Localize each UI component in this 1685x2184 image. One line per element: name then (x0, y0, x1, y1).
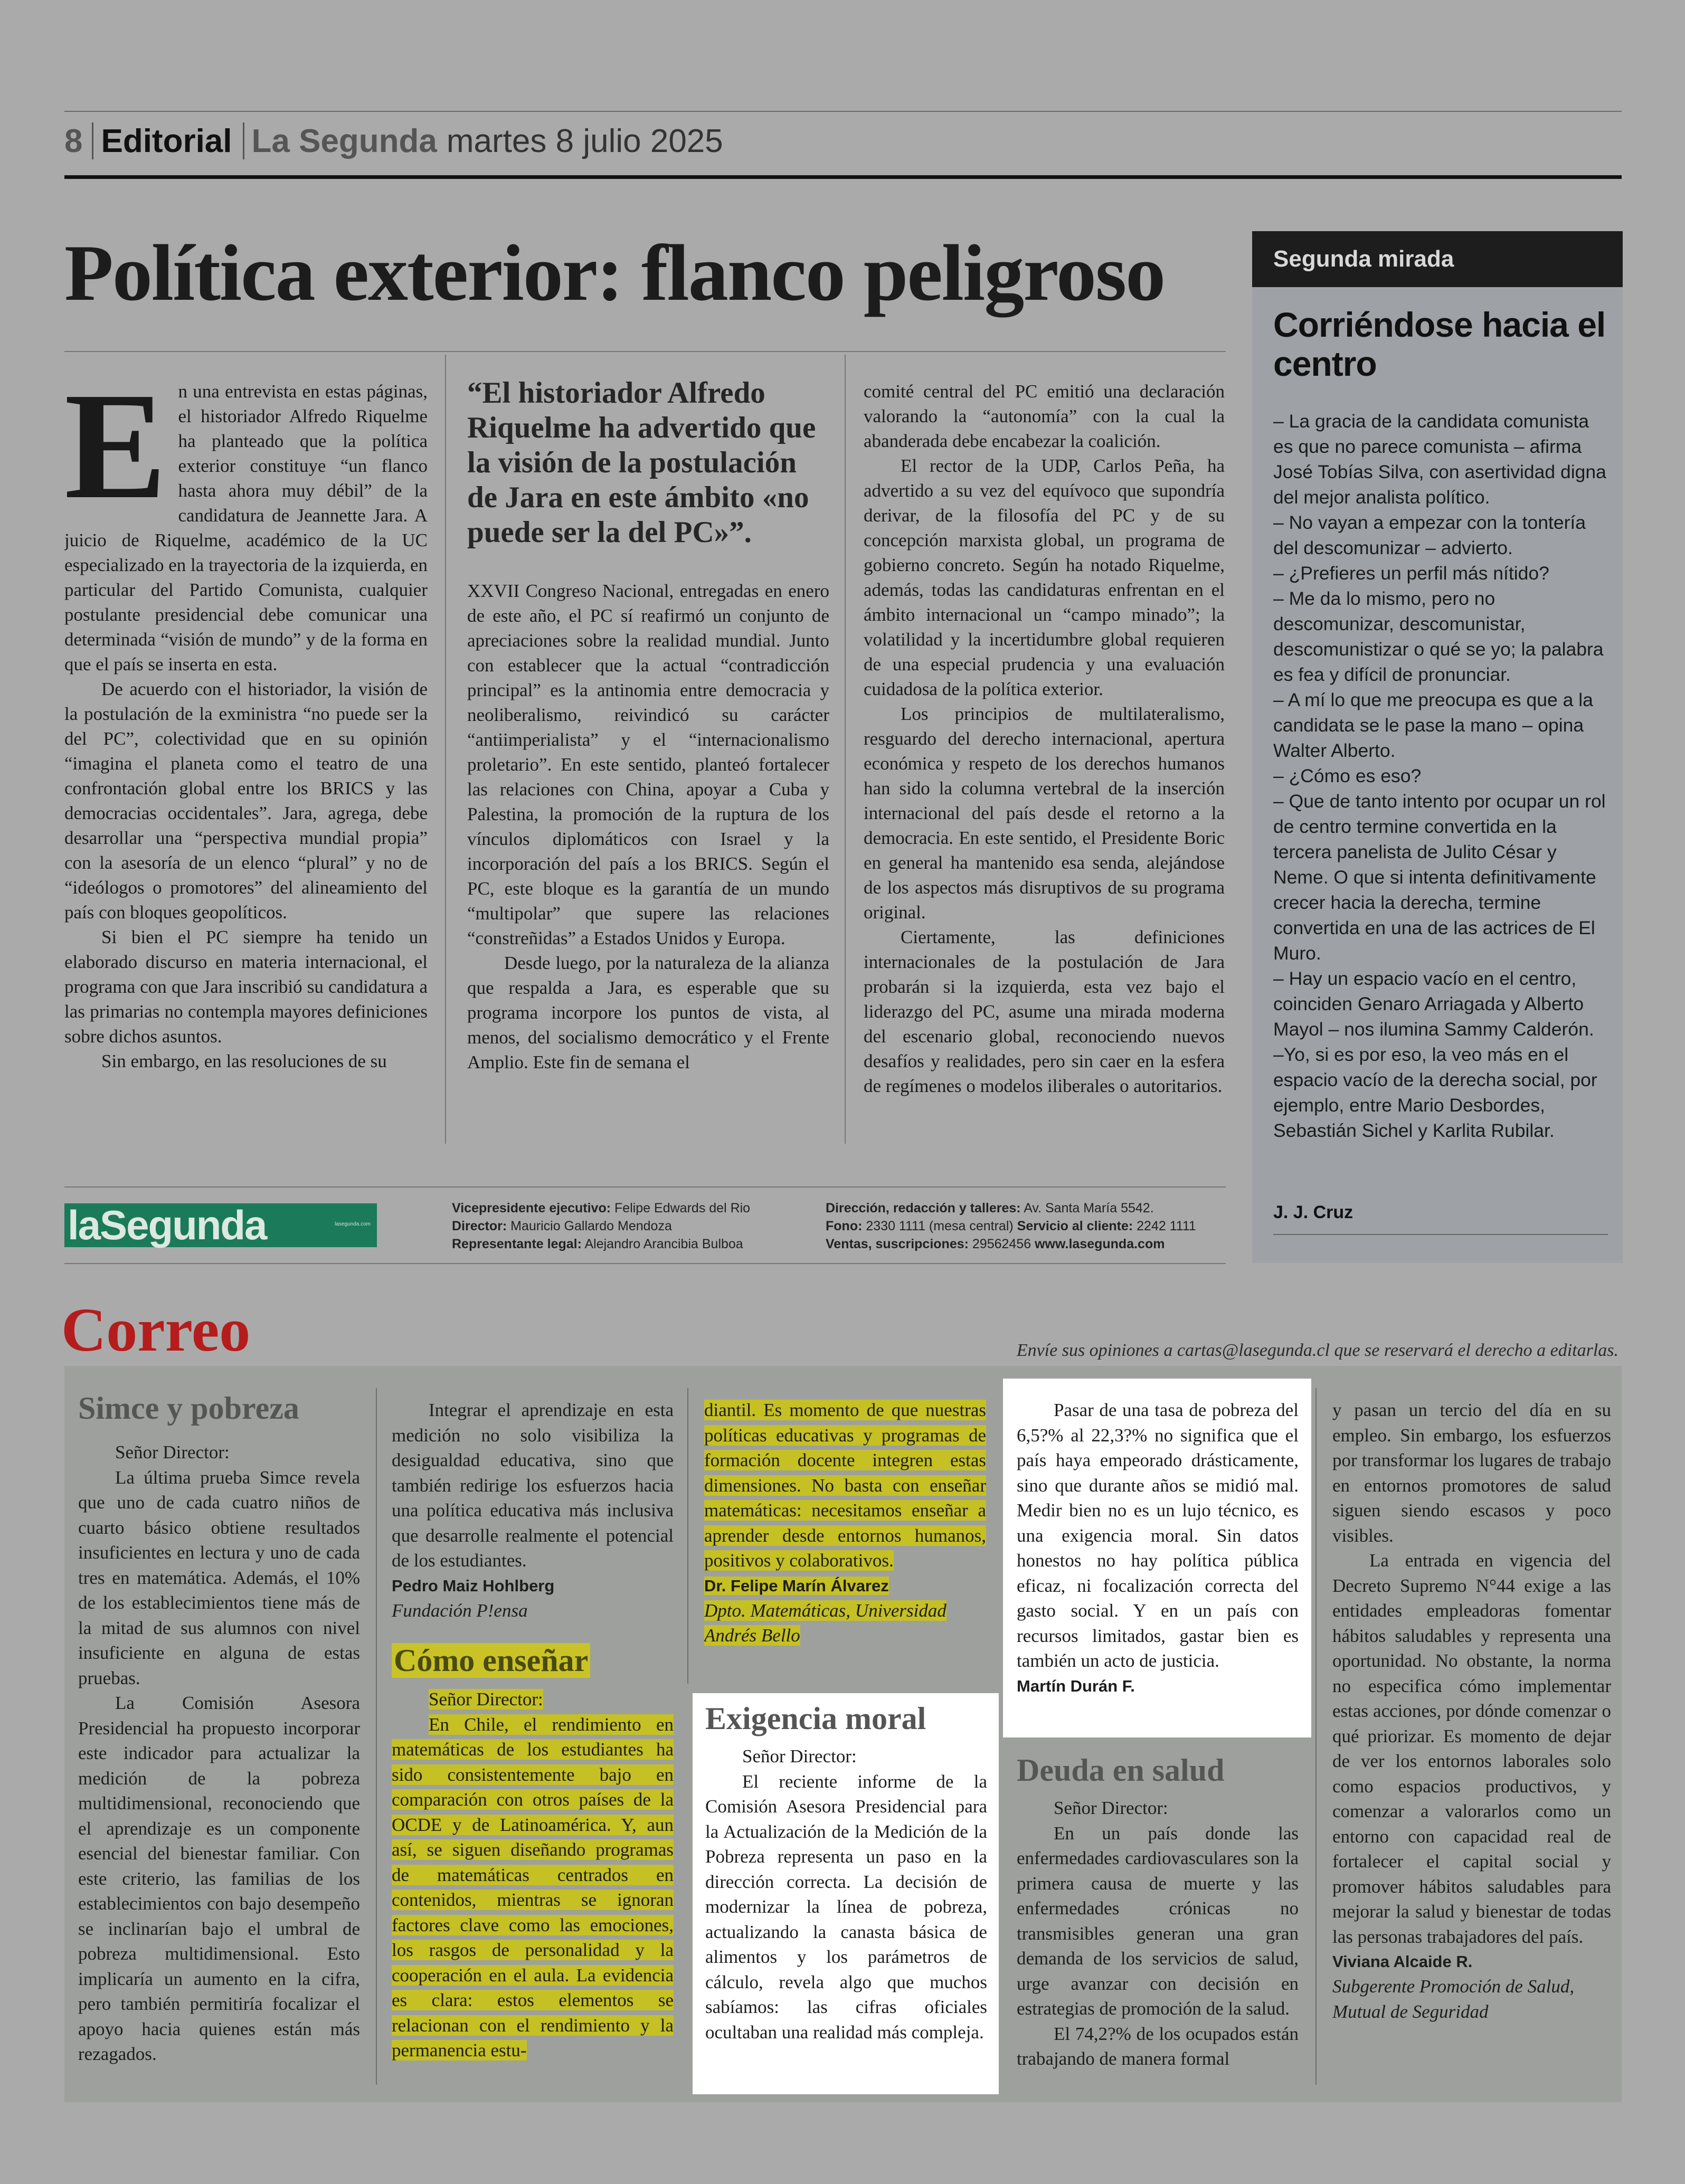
dialogue-line: – No vayan a empezar con la tontería del descomunizar – advierto. (1273, 512, 1586, 558)
paragraph: y pasan un tercio del día en su empleo. Sin embargo, los esfuerzos por transformar los lugares de trabajo en entornos promotores de salud siguen siendo escasos y poco visibles. (1332, 1400, 1611, 1546)
paragraph: comité central del PC emitió una declaración valorando la “autonomía” con la cual la abanderada debe encabezar la coalición. (864, 381, 1225, 451)
paragraph: Sin embargo, en las resoluciones de su (101, 1051, 387, 1071)
dialogue-line: – Que de tanto intento por ocupar un rol de centro termine convertida en la tercera panelista de Julito César y Neme. O que si intenta definitivamente crecer hacia la derecha, termine convertida en una de las actrices de El Muro. (1273, 791, 1606, 964)
contact-credits (826, 1199, 1196, 1253)
paragraph: XXVII Congreso Nacional, entregadas en enero de este año, el PC sí reafirmó un conjunto de apreciaciones sobre la realidad mundial. Junto con establecer que la actual “contradicción principal” es la antinomia entre democracia y neoliberalismo, reivindicó su carácter “antiimperialista” y el “internacionalismo proletario”. En este sentido, planteó fortalecer las relaciones con China, apoyar a Cuba y Palestina, la promoción de la ruptura de los vínculos diplomáticos con Israel y la incorporación del país a los BRICS. Según el PC, este bloque es la garantía de un mundo “multipolar” que supere las relaciones “constreñidas” a Estados Unidos y Europa. (467, 581, 829, 948)
salutation (392, 1687, 674, 1712)
letter-title-text: Cómo enseñar (392, 1643, 590, 1678)
paragraph: Los principios de multilateralismo, resguardo del derecho internacional, apertura económica y respeto de los derechos humanos han sido la columna vertebral de la inserción internacional del país desde el retorno a la democracia. En este sentido, el Presidente Boric en general ha mantenido esa senda, alejándose de los aspectos más disruptivos de su programa original. (864, 704, 1225, 923)
paragraph: El rector de la UDP, Carlos Peña, ha advertido a su vez del equívoco que supondría derivar, de la filosofía del PC y de su concepción marxista global, un programa de gobierno concreto. Según ha notado Riquelme, además, todas las candidaturas enfrentan en el ámbito internacional un “campo minado”; la volatilidad y la incertidumbre global requieren de una especial prudencia y una evaluación cuidadosa de la política exterior. (864, 455, 1225, 699)
brand-name: La Segunda (251, 122, 437, 159)
salutation: Señor Director: (1054, 1798, 1168, 1818)
paragraph: De acuerdo con el historiador, la visión de la postulación de la exministra “no puede ser la del PC”, colectividad que en su opinión “imagina el planeta como el teatro de una confrontación global entre los BRICS y las democracias occidentales”. Jara, agrega, debe desarrollar una “perspectiva mundial propia” con la asesoría de un elenco “plural” y no de “ideólogos o promotores” del alineamiento del país con bloques geopolíticos. (64, 679, 428, 923)
paragraph (392, 1712, 674, 2063)
letter-affiliation (704, 1598, 986, 1648)
letter-signer: Viviana Alcaide R. (1332, 1952, 1473, 1971)
credit-value: Felipe Edwards del Rio (614, 1201, 751, 1216)
letter-affiliation: Fundación P!ensa (392, 1600, 528, 1621)
issue-date: martes 8 julio 2025 (446, 122, 723, 159)
segunda-mirada-column (1252, 231, 1623, 1263)
column-rule (845, 355, 846, 1144)
dialogue-line: –Yo, si es por eso, la veo más en el espacio vacío de la derecha social, por ejemplo, entre Mario Desbordes, Sebastián Sichel y Karlita Rubilar. (1273, 1044, 1597, 1141)
staff-credits (452, 1199, 750, 1253)
letter-deuda-salud-continued (1332, 1398, 1611, 2089)
credit-value: 2242 1111 (1137, 1219, 1196, 1233)
column-rule (687, 1388, 688, 1684)
la-segunda-logo (64, 1203, 377, 1247)
letter-como-ensenar-continued (704, 1398, 986, 1687)
letter-title (392, 1640, 674, 1680)
letter-simce (78, 1388, 360, 2085)
paragraph: Integrar el aprendizaje en esta medición no solo visibiliza la desigualdad educativa, sino que también redirige los esfuerzos hacia una política educativa más inclusiva que desarrolle realmente el potencial de los estudiantes. (392, 1400, 674, 1571)
column-author: J. J. Cruz (1273, 1202, 1353, 1222)
section-name: Editorial (101, 122, 232, 159)
credit-label: Ventas, suscripciones: (826, 1237, 969, 1251)
credit-value: Av. Santa María 5542. (1024, 1201, 1154, 1216)
paragraph: La última prueba Simce revela que uno de cada cuatro niños de cuarto básico obtiene resultados insuficientes en lectura y uno de cada tres en matemática. Además, el 10% de los establecimientos tiene más de la mitad de sus alumnos con nivel insuficiente en alguna de estas pruebas. (78, 1467, 360, 1688)
letter-simce-continued (392, 1398, 674, 1634)
website-link[interactable]: www.lasegunda.com (1035, 1237, 1165, 1251)
column-body (1273, 409, 1611, 1143)
letter-signer: Pedro Maiz Hohlberg (392, 1576, 555, 1595)
paragraph: Ciertamente, las definiciones internacionales de la postulación de Jara probarán si la izquierda, esta vez bajo el liderazgo del PC, asume una mirada moderna del escenario global, reconociendo nuevos desafíos y realidades, pero sin caer en la esfera de regímenes o modelos iliberales o autoritarios. (864, 927, 1225, 1096)
paragraph: En un país donde las enfermedades cardiovasculares son la primera causa de muerte y las enfermedades crónicas no transmisibles generan una gran demanda de los servicios de salud, urge avanzar con decisión en estrategias de promoción de la salud. (1017, 1822, 1299, 2019)
logo-url: lasegunda.com (335, 1221, 371, 1227)
highlighted-text: En Chile, el rendimiento en matemáticas de los estudiantes ha sido consistentemente bajo en comparación con otros países de la OCDE y de Latinoamérica. Y, aun así, se siguen diseñando programas de matemáticas centrados en contenidos, mientras se ignoran factores clave como las emociones, los rasgos de personalidad y la cooperación en el aula. La evidencia es clara: estos elementos se relacionan con el rendimiento y la permanencia estu- (392, 1714, 674, 2060)
paragraph: La entrada en vigencia del Decreto Supremo N°44 exige a las entidades empleadoras fomentar hábitos saludables y representa una oportunidad. No obstante, la norma no especifica cómo implementar estas acciones, por dónde comenzar o qué priorizar. Es momento de dejar de ver los entornos laborales solo como espacios productivos, y comenzar a valorarlos como un entorno con capacidad real de fortalecer el capital social y promover hábitos saludables para mejorar la salud y bienestar de todas las personas trabajadores del país. (1332, 1550, 1611, 1947)
dialogue-line: – Me da lo mismo, pero no descomunizar, descomunistar, descomunistizar o qué se yo; la palabra es fea y difícil de pronunciar. (1273, 588, 1604, 685)
letter-signer (704, 1573, 986, 1598)
page-number: 8 (64, 122, 83, 159)
credit-value: 2330 1111 (mesa central) (866, 1219, 1014, 1233)
masthead-divider (92, 122, 93, 159)
letter-signer: Martín Durán F. (1017, 1676, 1135, 1695)
header-rule (64, 175, 1622, 179)
credit-label: Representante legal: (452, 1237, 582, 1251)
credit-label: Servicio al cliente: (1017, 1219, 1133, 1233)
letter-affiliation: Subgerente Promoción de Salud, Mutual de Seguridad (1332, 1976, 1575, 2022)
highlighted-text: diantil. Es momento de que nuestras políticas educativas y programas de formación docente integren estas dimensiones. No basta con enseñar matemáticas: necesitamos enseñar a aprender desde entornos humanos, positivos y colaborativos. (704, 1400, 986, 1571)
column-title: Corriéndose hacia el centro (1273, 305, 1606, 383)
paragraph (704, 1398, 986, 1573)
letter-title: Simce y pobreza (78, 1391, 299, 1426)
editorial-column-1 (64, 379, 428, 1144)
credit-label: Dirección, redacción y talleres: (826, 1201, 1021, 1216)
top-rule (64, 111, 1622, 112)
editorial-headline: Política exterior: flanco peligroso (64, 229, 1165, 317)
letter-exigencia-moral (705, 1698, 987, 2089)
author-rule (1273, 1234, 1608, 1235)
dialogue-line: – A mí lo que me preocupa es que a la candidata se le pase la mano – opina Walter Alberto. (1273, 689, 1593, 761)
paragraph: Si bien el PC siempre ha tenido un elaborado discurso en materia internacional, el programa con que Jara inscribió su candidatura a las primarias no contempla mayores definiciones sobre dichos asuntos. (64, 927, 428, 1047)
credits-rule (64, 1186, 1226, 1188)
column-rule (376, 1388, 377, 2085)
signer-text: Dr. Felipe Marín Álvarez (704, 1576, 889, 1595)
paragraph: La Comisión Asesora Presidencial ha propuesto incorporar este indicador para actualizar la medición de la pobreza multidimensional, reconociendo que el aprendizaje es un componente esencial del bienestar familiar. Con este criterio, las familias de los establecimientos con bajo desempeño se inclinarían bajo el umbral de pobreza multidimensional. Esto implicaría un aumento en la cifra, pero también permitiría focalizar el apoyo hacia quienes están más rezagados. (78, 1693, 360, 2064)
drop-cap: E (64, 379, 167, 530)
masthead-divider (243, 122, 244, 159)
letter-title: Exigencia moral (705, 1701, 926, 1736)
headline-rule (64, 351, 1226, 352)
paragraph: Desde luego, por la naturaleza de la alianza que respalda a Jara, es esperable que su programa incorpore los puntos de vista, al menos, del socialismo democrático y el Frente Amplio. Este fin de semana el (467, 953, 829, 1072)
editorial-column-2 (467, 376, 829, 1144)
paragraph: El reciente informe de la Comisión Asesora Presidencial para la Actualización de la Medición de la Pobreza representa un paso en la dirección correcta. La decisión de modernizar la línea de pobreza, actualizando la canasta básica de alimentos y los parámetros de cálculo, revela algo que muchos sabíamos: las cifras oficiales ocultaban una realidad más compleja. (705, 1771, 987, 2043)
credit-value: 29562456 (972, 1237, 1031, 1251)
masthead (64, 117, 1622, 165)
credit-value: Mauricio Gallardo Mendoza (510, 1219, 672, 1233)
letter-deuda-salud (1017, 1750, 1299, 2089)
correo-submission-note: Envíe sus opiniones a cartas@lasegunda.cl que se reservará el derecho a editarlas. (1016, 1341, 1618, 1360)
letter-exigencia-moral-continued (1017, 1398, 1299, 1735)
pull-quote: “El historiador Alfredo Riquelme ha advertido que la visión de la postulación de Jara en este ámbito «no puede ser la del PC»”. (467, 376, 816, 549)
column-label: Segunda mirada (1252, 231, 1623, 287)
credit-label: Vicepresidente ejecutivo: (452, 1201, 611, 1216)
credit-value: Alejandro Arancibia Bulboa (584, 1237, 743, 1251)
credits-rule (64, 1263, 1226, 1264)
paragraph: Pasar de una tasa de pobreza del 6,5?% al 22,3?% no significa que el país haya empeorado drásticamente, sino que durante años se midió mal. Medir bien no es un lujo técnico, es una exigencia moral. Sin datos honestos no hay política pública eficaz, ni focalización correcta del gasto social. Y en un país con recursos limitados, gastar bien es también un acto de justicia. (1017, 1400, 1299, 1671)
credit-label: Fono: (826, 1219, 863, 1233)
logo-text: laSegunda (68, 1202, 267, 1248)
salutation: Señor Director: (742, 1746, 857, 1767)
correo-section-title: Correo (61, 1295, 251, 1364)
dialogue-line: – ¿Prefieres un perfil más nítido? (1273, 563, 1549, 584)
letter-title: Deuda en salud (1017, 1753, 1225, 1788)
affiliation-text: Dpto. Matemáticas, Universidad Andrés Bello (704, 1600, 946, 1646)
salutation: Señor Director: (115, 1442, 230, 1463)
salutation-text: Señor Director: (429, 1689, 543, 1710)
editorial-column-3 (864, 379, 1225, 1144)
paragraph: El 74,2?% de los ocupados están trabajando de manera formal (1017, 2023, 1299, 2069)
dialogue-line: – ¿Cómo es eso? (1273, 765, 1422, 786)
dialogue-line: – Hay un espacio vacío en el centro, coinciden Genaro Arriagada y Alberto Mayol – nos ilumina Sammy Calderón. (1273, 968, 1594, 1040)
letter-como-ensenar (392, 1640, 674, 2089)
column-rule (1315, 1388, 1317, 2085)
dialogue-line: – La gracia de la candidata comunista es que no parece comunista – afirma José Tobías Silva, con asertividad digna del mejor analista político. (1273, 411, 1606, 508)
paragraph: n una entrevista en estas páginas, el historiador Alfredo Riquelme ha planteado que la política exterior constituye “un flanco hasta ahora muy débil” de la candidatura de Jeannette Jara. A juicio de Riquelme, académico de la UC especializado en la trayectoria de la izquierda, en particular del Partido Comunista, cualquier postulante presidencial debe comunicar una determinada “visión de mundo” y de la forma en que el país se inserta en esta. (64, 381, 428, 675)
credit-label: Director: (452, 1219, 507, 1233)
column-rule (445, 355, 446, 1144)
